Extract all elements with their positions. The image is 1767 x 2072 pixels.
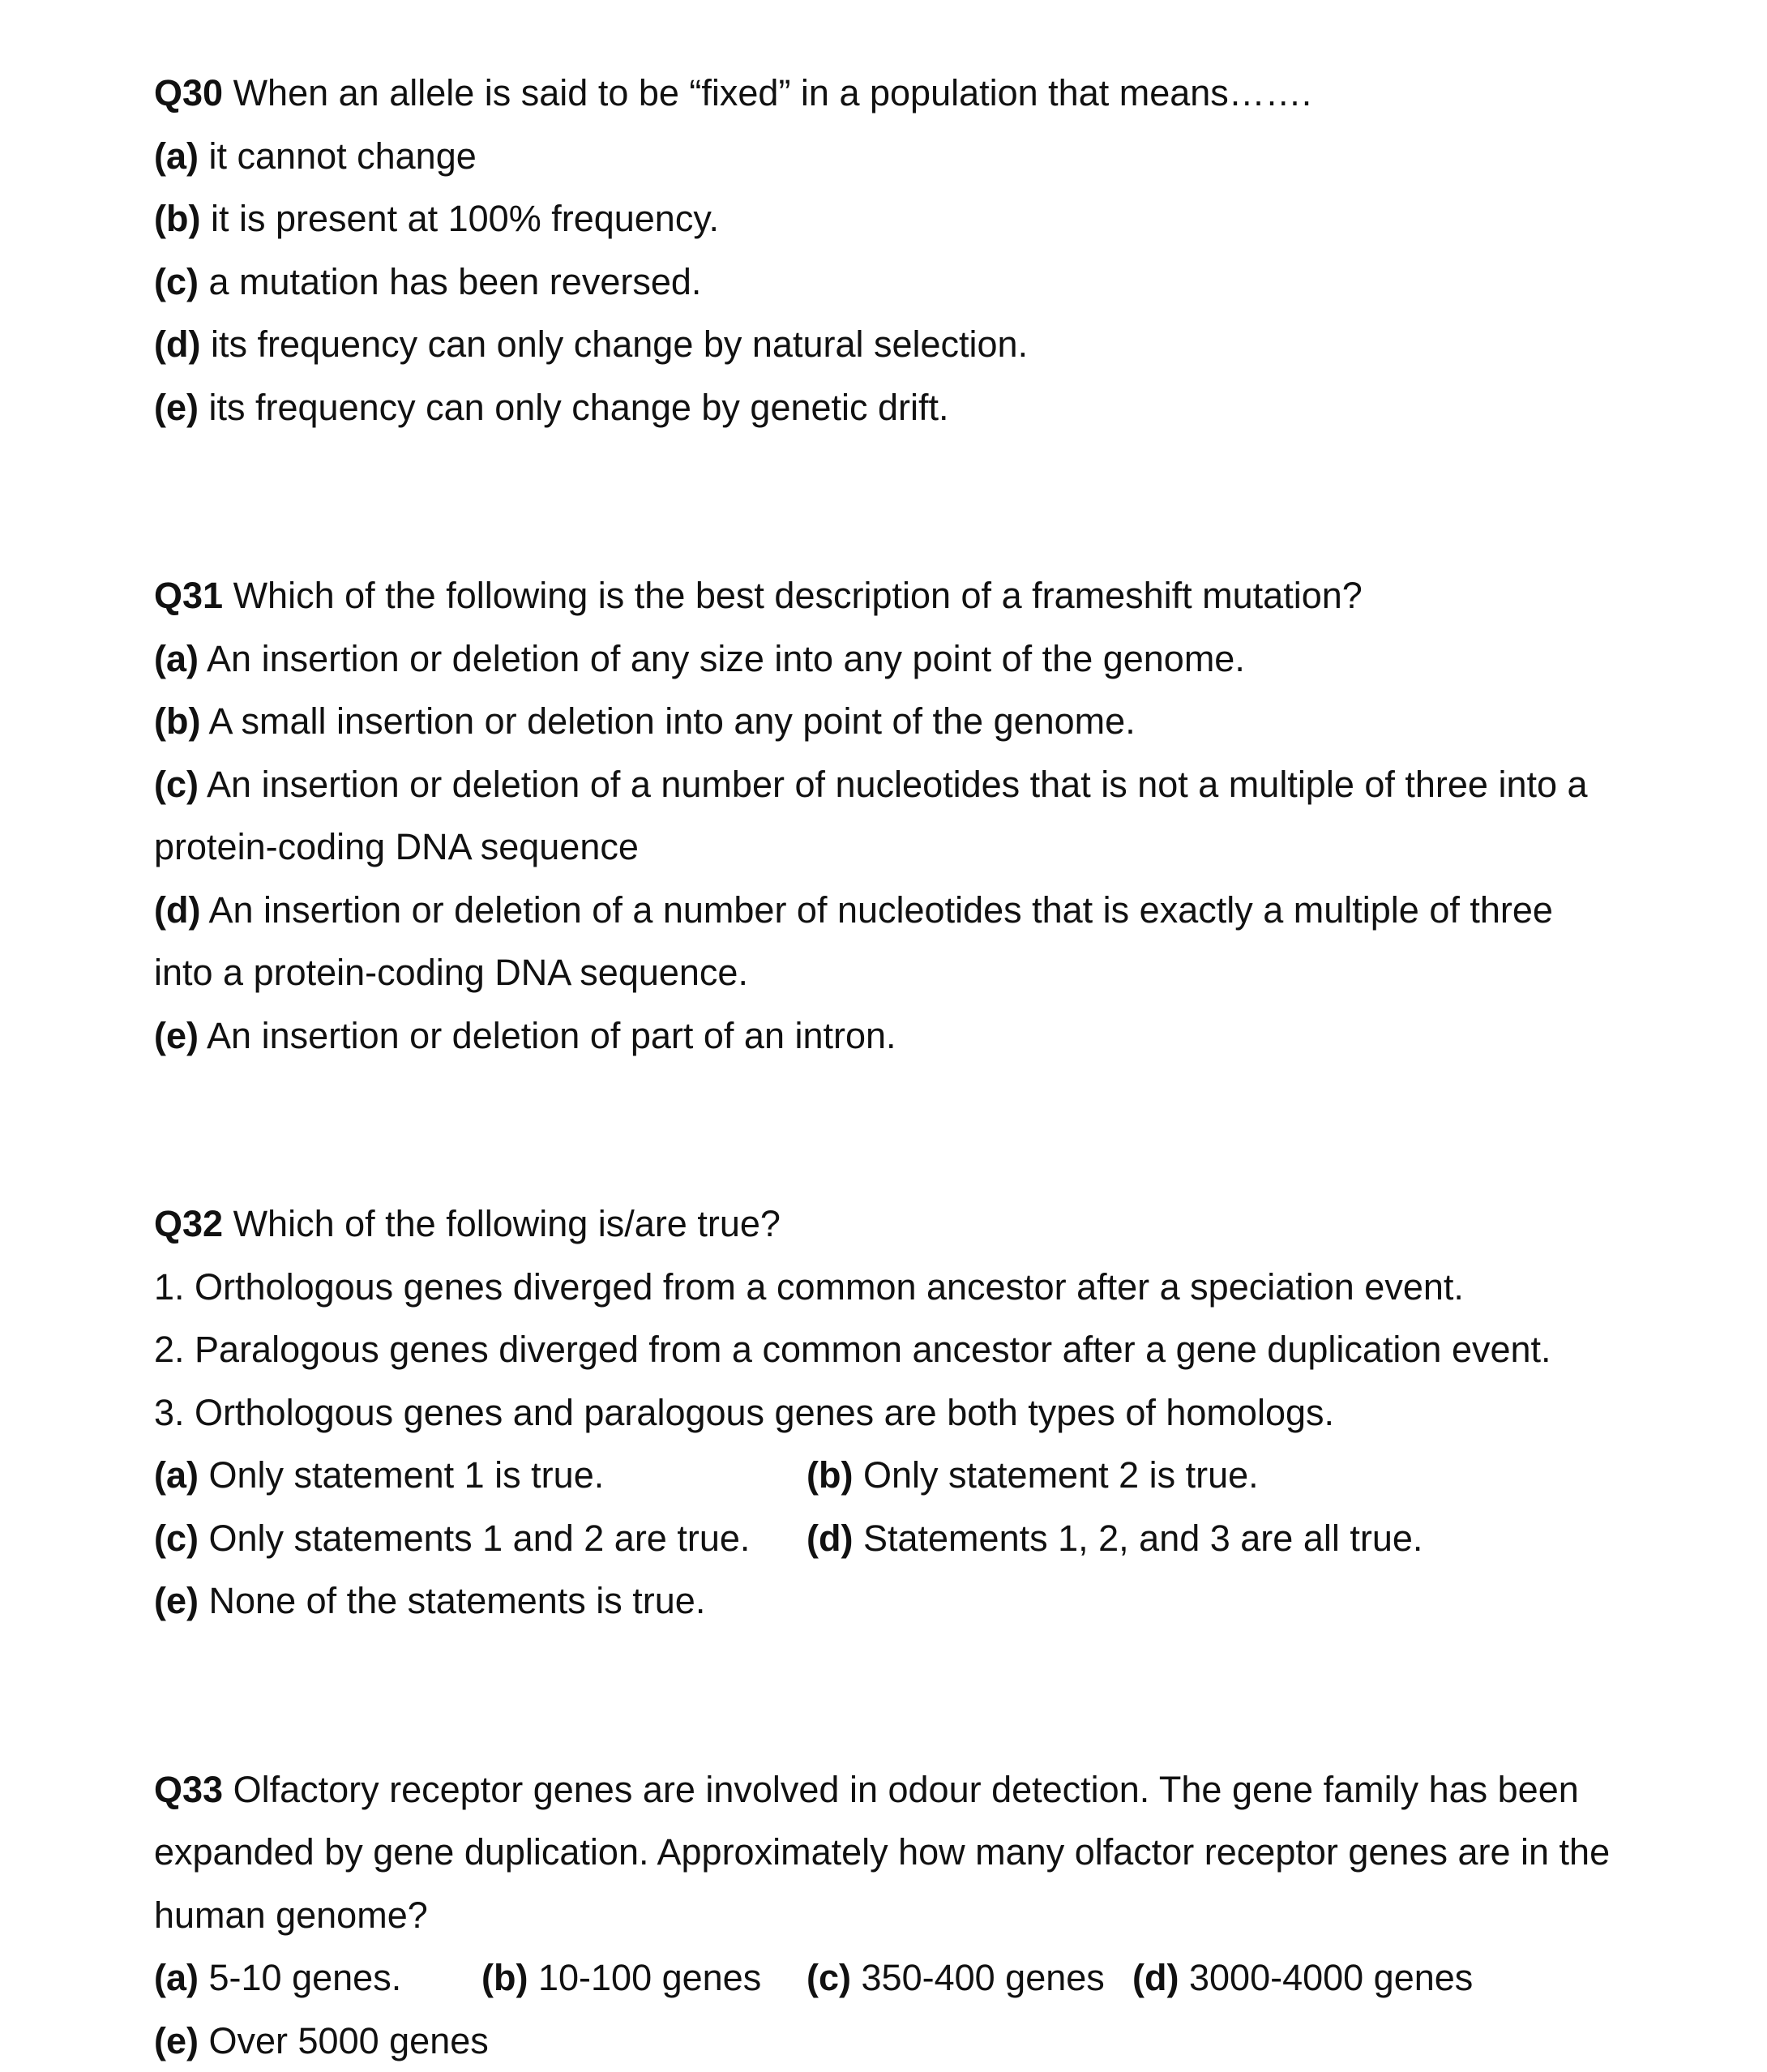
option-c[interactable] bbox=[806, 1946, 1105, 2010]
option-label: (c) bbox=[806, 1957, 851, 1998]
statement-1: 1. Orthologous genes diverged from a common ancestor after a speciation event. bbox=[154, 1256, 1694, 1319]
option-label: (a) bbox=[154, 135, 199, 177]
option-text-continuation: into a protein-coding DNA sequence. bbox=[154, 941, 1694, 1004]
option-label: (a) bbox=[154, 1454, 199, 1496]
option-text: it cannot change bbox=[209, 135, 477, 177]
question-text: When an allele is said to be “fixed” in a population that means……. bbox=[233, 72, 1312, 113]
option-text: Statements 1, 2, and 3 are all true. bbox=[863, 1518, 1423, 1559]
option-d[interactable] bbox=[1132, 1946, 1473, 2010]
options-row bbox=[154, 1507, 1694, 1570]
option-label: (a) bbox=[154, 1957, 199, 1998]
option-e[interactable] bbox=[154, 376, 1694, 439]
option-a[interactable] bbox=[154, 627, 1694, 691]
question-text: Olfactory receptor genes are involved in odour detection. The gene family has been bbox=[233, 1769, 1579, 1810]
option-label: (b) bbox=[154, 700, 200, 742]
question-stem bbox=[154, 62, 1694, 125]
question-33 bbox=[154, 1758, 1694, 2072]
question-text-line-3: human genome? bbox=[154, 1884, 1694, 1947]
question-32 bbox=[154, 1192, 1694, 1633]
option-text: its frequency can only change by natural selection. bbox=[211, 323, 1028, 365]
option-label: (e) bbox=[154, 1015, 199, 1056]
option-b[interactable] bbox=[154, 690, 1694, 753]
option-b[interactable] bbox=[481, 1946, 761, 2010]
option-a[interactable] bbox=[154, 1946, 401, 2010]
option-e[interactable] bbox=[154, 1004, 1694, 1068]
option-text: A small insertion or deletion into any point of the genome. bbox=[209, 700, 1136, 742]
question-stem bbox=[154, 1758, 1694, 1822]
option-label: (b) bbox=[806, 1454, 853, 1496]
question-31 bbox=[154, 564, 1694, 1067]
question-text: Which of the following is the best description of a frameshift mutation? bbox=[233, 575, 1363, 616]
option-text: 5-10 genes. bbox=[209, 1957, 402, 1998]
option-text: Only statement 1 is true. bbox=[209, 1454, 605, 1496]
option-label: (e) bbox=[154, 2020, 199, 2061]
options-row bbox=[154, 1946, 1694, 2010]
option-label: (e) bbox=[154, 387, 199, 428]
option-text: An insertion or deletion of part of an intron. bbox=[207, 1015, 896, 1056]
option-text: Over 5000 genes bbox=[209, 2020, 489, 2061]
spacer bbox=[154, 439, 1694, 564]
option-text: An insertion or deletion of a number of nucleotides that is not a multiple of three into a bbox=[207, 764, 1588, 805]
option-b[interactable] bbox=[154, 187, 1694, 250]
option-c[interactable] bbox=[154, 753, 1694, 879]
option-label: (d) bbox=[806, 1518, 853, 1559]
option-label: (d) bbox=[1132, 1957, 1179, 1998]
option-label: (c) bbox=[154, 1518, 199, 1559]
option-c[interactable] bbox=[154, 250, 1694, 314]
spacer bbox=[154, 1067, 1694, 1192]
option-e[interactable] bbox=[154, 2010, 1694, 2072]
option-text: 3000-4000 genes bbox=[1189, 1957, 1473, 1998]
option-text: Only statement 2 is true. bbox=[863, 1454, 1259, 1496]
option-text: a mutation has been reversed. bbox=[209, 261, 702, 302]
options-row bbox=[154, 1444, 1694, 1507]
question-stem bbox=[154, 564, 1694, 627]
option-text: 10-100 genes bbox=[538, 1957, 761, 1998]
option-text: An insertion or deletion of any size into any point of the genome. bbox=[207, 638, 1245, 679]
option-text: An insertion or deletion of a number of nucleotides that is exactly a multiple of three bbox=[209, 889, 1553, 931]
option-b[interactable] bbox=[806, 1444, 1259, 1507]
option-d[interactable] bbox=[806, 1507, 1423, 1570]
option-text: it is present at 100% frequency. bbox=[211, 198, 719, 239]
option-text: None of the statements is true. bbox=[209, 1580, 706, 1621]
option-label: (b) bbox=[154, 198, 200, 239]
option-label: (a) bbox=[154, 638, 199, 679]
option-label: (d) bbox=[154, 889, 200, 931]
question-stem bbox=[154, 1192, 1694, 1256]
option-text: Only statements 1 and 2 are true. bbox=[209, 1518, 751, 1559]
question-number: Q30 bbox=[154, 72, 223, 113]
option-d[interactable] bbox=[154, 313, 1694, 376]
exam-page bbox=[154, 62, 1694, 2072]
option-text: 350-400 genes bbox=[862, 1957, 1105, 1998]
option-text: its frequency can only change by genetic drift. bbox=[209, 387, 949, 428]
statement-2: 2. Paralogous genes diverged from a common ancestor after a gene duplication event. bbox=[154, 1318, 1694, 1381]
option-label: (c) bbox=[154, 261, 199, 302]
option-label: (b) bbox=[481, 1957, 528, 1998]
question-text: Which of the following is/are true? bbox=[233, 1203, 781, 1244]
question-number: Q33 bbox=[154, 1769, 223, 1810]
option-e[interactable] bbox=[154, 1569, 1694, 1633]
option-text-continuation: protein-coding DNA sequence bbox=[154, 816, 1694, 879]
question-number: Q32 bbox=[154, 1203, 223, 1244]
statement-3: 3. Orthologous genes and paralogous genes are both types of homologs. bbox=[154, 1381, 1694, 1445]
option-d[interactable] bbox=[154, 879, 1694, 1004]
option-c[interactable] bbox=[154, 1507, 750, 1570]
question-30 bbox=[154, 62, 1694, 439]
question-number: Q31 bbox=[154, 575, 223, 616]
question-text-line-2: expanded by gene duplication. Approximately how many olfactor receptor genes are in the bbox=[154, 1821, 1694, 1884]
option-label: (d) bbox=[154, 323, 200, 365]
option-label: (c) bbox=[154, 764, 199, 805]
option-a[interactable] bbox=[154, 125, 1694, 188]
option-a[interactable] bbox=[154, 1444, 604, 1507]
spacer bbox=[154, 1633, 1694, 1758]
option-label: (e) bbox=[154, 1580, 199, 1621]
